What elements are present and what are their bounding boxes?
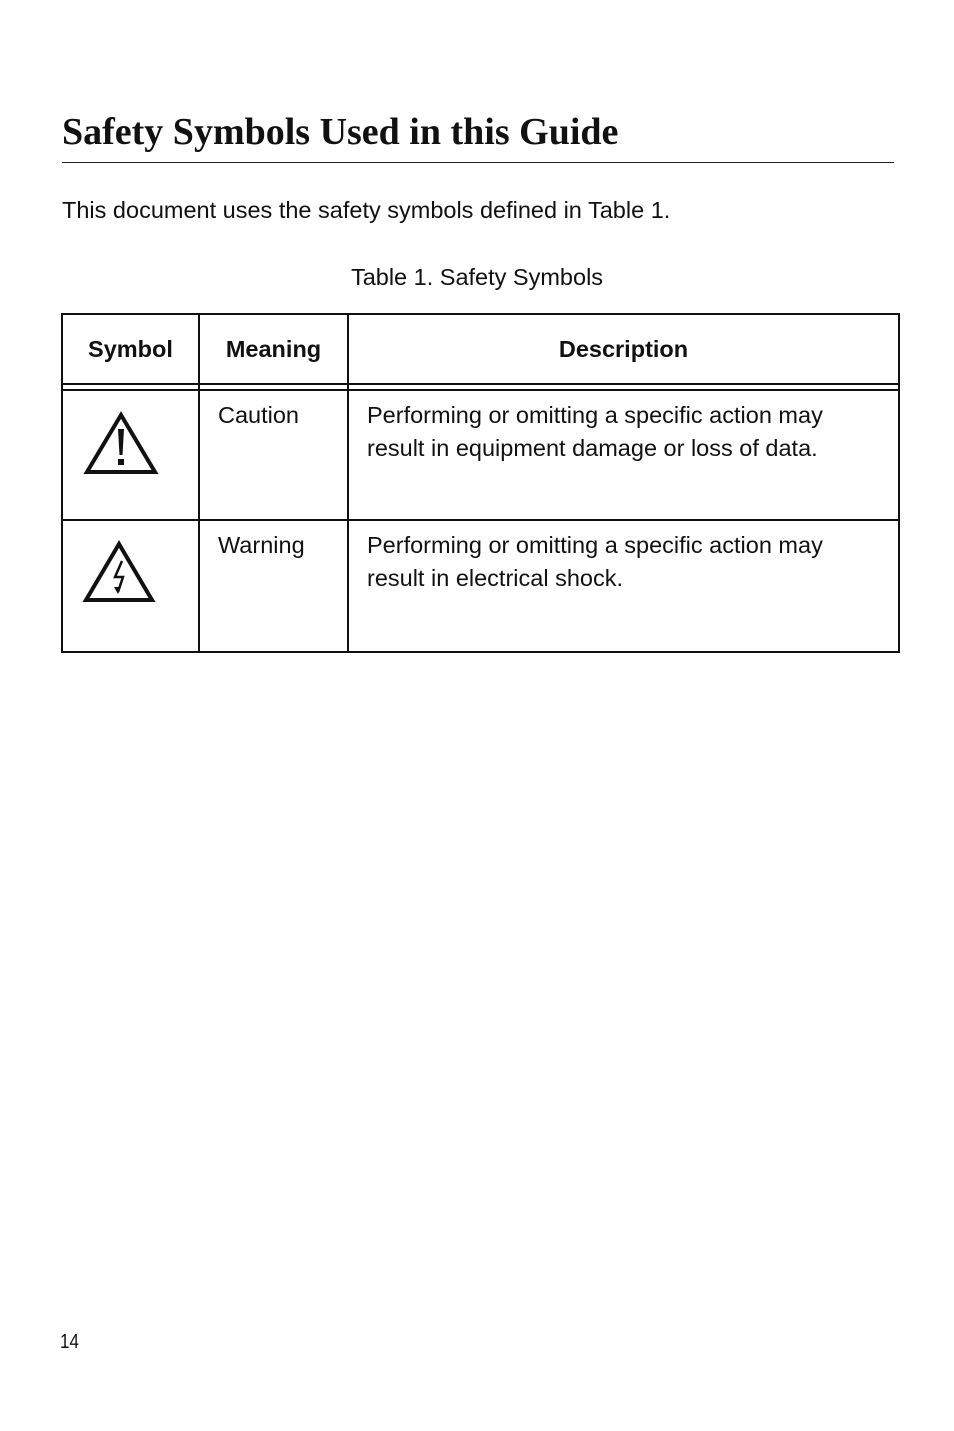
meaning-cell: Warning	[199, 520, 348, 652]
symbol-cell	[62, 390, 199, 520]
table-header-row	[62, 314, 899, 384]
header-symbol: Symbol	[62, 314, 199, 384]
description-cell: Performing or omitting a specific action may result in equipment damage or loss of data.	[348, 390, 899, 520]
header-meaning: Meaning	[199, 314, 348, 384]
safety-symbols-table	[61, 313, 900, 653]
page-number: 14	[60, 1331, 79, 1353]
meaning-cell: Caution	[199, 390, 348, 520]
symbol-cell	[62, 520, 199, 652]
header-description: Description	[348, 314, 899, 384]
table-row	[62, 390, 899, 520]
table-row	[62, 520, 899, 652]
table-caption: Table 1. Safety Symbols	[350, 264, 604, 290]
description-cell: Performing or omitting a specific action may result in electrical shock.	[348, 520, 899, 652]
caution-exclamation-triangle-icon	[63, 391, 200, 510]
electrical-shock-triangle-icon	[63, 521, 200, 642]
page-title: Safety Symbols Used in this Guide	[62, 111, 619, 153]
title-rule	[62, 162, 894, 163]
intro-text: This document uses the safety symbols defined in Table 1.	[62, 197, 671, 223]
